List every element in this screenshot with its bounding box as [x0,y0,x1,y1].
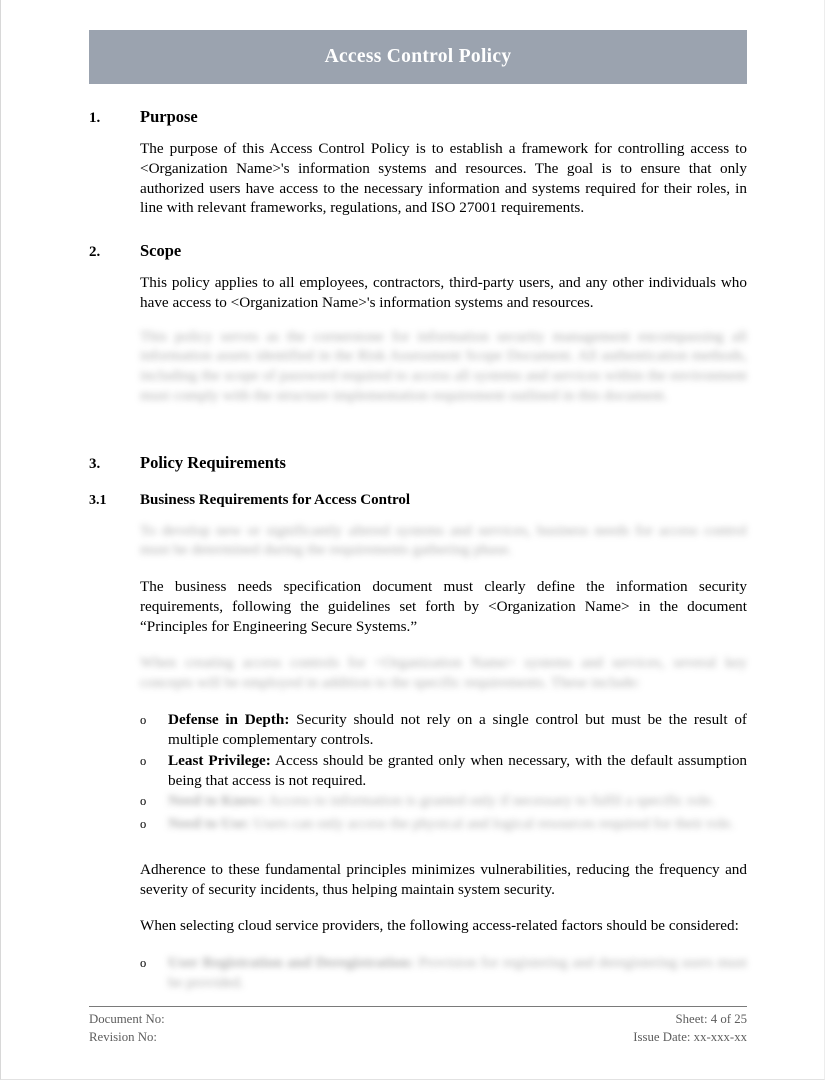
list-item-lead: Defense in Depth: [168,710,290,728]
principles-list [140,710,747,791]
spacer [89,509,747,521]
bullet-circle-icon: o [140,956,147,970]
list-item-text [168,791,747,811]
section-heading-scope [89,241,747,261]
list-item-lead: User Registration and Deregistration: [168,954,415,971]
footer-issue-date: Issue Date: xx-xxx-xx [633,1030,747,1045]
spacer [140,560,747,577]
document-title-banner [89,30,747,84]
spacer [89,261,747,273]
bullet-circle-icon: o [140,754,147,769]
section-title: Business Requirements for Access Control [140,491,410,508]
footer-sheet-number: Sheet: 4 of 25 [675,1012,747,1026]
bullet-circle-icon: o [140,712,147,727]
business-paragraph-2: Adherence to these fundamental principles minimizes vulnerabilities, reducing the frequency and severity of security incidents, thus helping maintain system security. [140,860,747,898]
section-heading-business-requirements [89,492,747,509]
list-item-text [168,710,747,750]
scope-paragraph: This policy applies to all employees, contractors, third-party users, and any other individuals who have access to <Organization Name>'s information systems and resources. [140,274,747,311]
list-item [140,814,747,836]
bullet-circle-icon: o [140,817,147,832]
purpose-paragraph: The purpose of this Access Control Policy is to establish a framework for controlling access to <Organization Name>'s information systems and resources. The goal is to ensure that only authorized users have access to the necessary information and systems required for their roles, in line with relevant frameworks, regulations, and ISO 27001 requirements. [140,140,747,217]
section-heading-purpose [89,107,747,127]
scope-redacted-paragraph: This policy serves as the cornerstone for information security management encompassing all information assets identified in the Risk Assessment Scope Document. All authentication methods, including the scope of password required to access all systems and services within the environment must comply with the structure implementation requirement outlined in this document. [140,327,747,404]
page-content [89,0,747,993]
list-item [140,953,747,993]
principles-list-redacted [140,791,747,836]
business-redacted-intro: To develop new or significantly altered systems and services, business needs for access control must be determined during the requirements gathering phase. [140,521,747,559]
scope-body [140,273,747,406]
list-item-body: Users can only access the physical and logical resources required for their role. [249,815,734,833]
cloud-factors-list [140,953,747,993]
list-item-lead: Need to Use: [168,815,250,833]
purpose-body [140,139,747,218]
spacer [140,636,747,653]
footer-document-no: Document No: [89,1012,165,1026]
list-item-text [168,751,747,791]
spacer [89,406,747,430]
list-item [140,791,747,813]
section-number: 3. [89,455,101,472]
list-item-body: Security should not rely on a single control but must be the result of multiple complementary controls. [168,710,747,748]
spacer [140,693,747,710]
list-item [140,751,747,791]
footer-revision-no: Revision No: [89,1030,157,1045]
section-number: 1. [89,110,101,126]
list-item-text [168,953,747,993]
section-title: Policy Requirements [140,452,286,472]
section-heading-policy-requirements [89,453,747,473]
document-title: Access Control Policy [324,46,512,67]
list-item-text [168,814,747,834]
business-paragraph-3: When selecting cloud service providers, the following access-related factors should be considered: [140,917,739,935]
footer-row-top [89,1010,747,1028]
section-number: 3.1 [89,492,107,508]
list-item-body: Access to information is granted only if necessary to fulfil a specific role. [265,791,715,809]
spacer [140,836,747,860]
spacer [89,127,747,139]
spacer [140,936,747,953]
section-number: 2. [89,244,101,260]
list-item-body: Provision for registering and deregistering users must be provided. [168,954,747,991]
list-item [140,710,747,750]
list-item-body: Access should be granted only when necessary, with the default assumption being that access is not required. [168,752,748,789]
page-footer [89,1006,747,1046]
spacer [140,899,747,916]
section-title: Purpose [140,107,198,126]
list-item-lead: Need to Know: [168,791,266,809]
list-item-lead: Least Privilege: [168,752,271,770]
business-requirements-body [140,521,747,993]
business-paragraph-1: The business needs specification document must clearly define the information security requirements, following the guidelines set forth by <Organization Name> in the document “Principles for Engineering Secure Systems.” [140,578,747,635]
footer-row-bottom [89,1028,747,1046]
section-title: Scope [140,241,182,260]
bullet-circle-icon: o [140,793,147,808]
business-redacted-intro-2: When creating access controls for <Organization Name> systems and services, several key concepts will be employed in addition to the specific requirements. These include: [140,654,747,691]
